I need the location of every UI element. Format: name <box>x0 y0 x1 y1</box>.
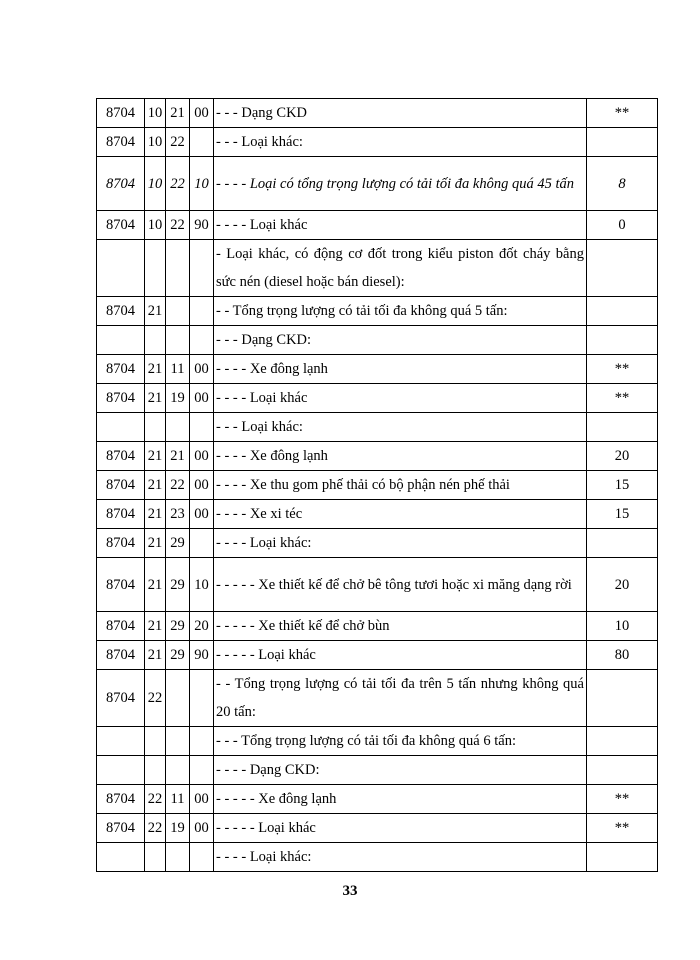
description-cell: - - - - Loại khác <box>214 384 587 413</box>
description-cell: - - - Dạng CKD: <box>214 326 587 355</box>
subheading-3-cell: 00 <box>190 785 214 814</box>
table-row <box>97 558 658 612</box>
description-cell: - - - - - Loại khác <box>214 814 587 843</box>
tax-rate-cell: ** <box>587 814 658 843</box>
subheading-2-cell <box>166 843 190 872</box>
subheading-3-cell <box>190 670 214 727</box>
subheading-3-cell <box>190 297 214 326</box>
subheading-cell: 21 <box>145 500 166 529</box>
description-cell: - - - Loại khác: <box>214 413 587 442</box>
hs-heading-cell: 8704 <box>97 384 145 413</box>
tax-rate-cell <box>587 843 658 872</box>
description-cell: - - - - Xe đông lạnh <box>214 355 587 384</box>
description-cell: - - - Loại khác: <box>214 128 587 157</box>
tax-rate-cell: 15 <box>587 500 658 529</box>
hs-heading-cell: 8704 <box>97 612 145 641</box>
description-cell: - - - - - Xe đông lạnh <box>214 785 587 814</box>
table-row <box>97 297 658 326</box>
tax-rate-cell: ** <box>587 99 658 128</box>
hs-heading-cell: 8704 <box>97 785 145 814</box>
subheading-3-cell <box>190 529 214 558</box>
subheading-cell <box>145 240 166 297</box>
tax-rate-cell <box>587 670 658 727</box>
table-row <box>97 128 658 157</box>
subheading-3-cell <box>190 756 214 785</box>
tax-rate-cell <box>587 756 658 785</box>
subheading-2-cell <box>166 756 190 785</box>
subheading-cell: 21 <box>145 471 166 500</box>
subheading-3-cell: 10 <box>190 558 214 612</box>
subheading-cell <box>145 843 166 872</box>
table-row <box>97 355 658 384</box>
tax-rate-cell: 80 <box>587 641 658 670</box>
tax-rate-cell: ** <box>587 384 658 413</box>
hs-heading-cell: 8704 <box>97 500 145 529</box>
hs-heading-cell <box>97 413 145 442</box>
subheading-3-cell: 10 <box>190 157 214 211</box>
subheading-3-cell: 00 <box>190 471 214 500</box>
subheading-cell: 21 <box>145 641 166 670</box>
description-cell: - - Tổng trọng lượng có tải tối đa trên 5 tấn nhưng không quá 20 tấn: <box>214 670 587 727</box>
subheading-3-cell <box>190 240 214 297</box>
description-cell: - - Tổng trọng lượng có tải tối đa không quá 5 tấn: <box>214 297 587 326</box>
subheading-2-cell: 22 <box>166 128 190 157</box>
subheading-2-cell <box>166 727 190 756</box>
tax-rate-cell: 15 <box>587 471 658 500</box>
description-cell: - - - - Loại khác: <box>214 843 587 872</box>
hs-heading-cell: 8704 <box>97 529 145 558</box>
subheading-2-cell: 21 <box>166 99 190 128</box>
hs-heading-cell: 8704 <box>97 641 145 670</box>
subheading-2-cell: 29 <box>166 641 190 670</box>
table-row <box>97 727 658 756</box>
subheading-3-cell: 00 <box>190 384 214 413</box>
subheading-cell: 21 <box>145 355 166 384</box>
subheading-3-cell: 00 <box>190 442 214 471</box>
hs-heading-cell: 8704 <box>97 99 145 128</box>
subheading-cell: 10 <box>145 128 166 157</box>
subheading-cell: 10 <box>145 211 166 240</box>
subheading-cell: 22 <box>145 670 166 727</box>
tax-rate-cell <box>587 529 658 558</box>
tax-rate-cell: 20 <box>587 442 658 471</box>
description-cell: - - - - Xe xi téc <box>214 500 587 529</box>
subheading-3-cell: 00 <box>190 500 214 529</box>
description-cell: - - - - Dạng CKD: <box>214 756 587 785</box>
subheading-2-cell: 29 <box>166 529 190 558</box>
tax-rate-cell: 10 <box>587 612 658 641</box>
subheading-3-cell <box>190 128 214 157</box>
hs-heading-cell: 8704 <box>97 558 145 612</box>
tariff-table <box>96 98 658 872</box>
table-row <box>97 500 658 529</box>
subheading-cell <box>145 727 166 756</box>
table-row <box>97 442 658 471</box>
subheading-2-cell: 29 <box>166 612 190 641</box>
subheading-2-cell: 22 <box>166 471 190 500</box>
description-cell: - - - - Loại có tổng trọng lượng có tải tối đa không quá 45 tấn <box>214 157 587 211</box>
table-row <box>97 326 658 355</box>
description-cell: - - - - - Xe thiết kế để chở bê tông tươi hoặc xi măng dạng rời <box>214 558 587 612</box>
subheading-2-cell <box>166 240 190 297</box>
subheading-cell: 21 <box>145 384 166 413</box>
tax-rate-cell <box>587 240 658 297</box>
tax-rate-cell <box>587 413 658 442</box>
description-cell: - - - - - Xe thiết kế để chở bùn <box>214 612 587 641</box>
description-cell: - - - - Xe đông lạnh <box>214 442 587 471</box>
subheading-2-cell: 19 <box>166 384 190 413</box>
subheading-cell <box>145 413 166 442</box>
table-row <box>97 211 658 240</box>
page-number: 33 <box>342 883 358 899</box>
hs-heading-cell: 8704 <box>97 355 145 384</box>
tax-rate-cell: 20 <box>587 558 658 612</box>
table-row <box>97 843 658 872</box>
subheading-cell <box>145 326 166 355</box>
hs-heading-cell <box>97 727 145 756</box>
table-row <box>97 612 658 641</box>
subheading-3-cell: 00 <box>190 355 214 384</box>
subheading-cell: 21 <box>145 297 166 326</box>
table-row <box>97 99 658 128</box>
subheading-2-cell <box>166 326 190 355</box>
subheading-cell <box>145 756 166 785</box>
table-row <box>97 384 658 413</box>
hs-heading-cell <box>97 843 145 872</box>
table-row <box>97 756 658 785</box>
table-row <box>97 471 658 500</box>
description-cell: - - - - - Loại khác <box>214 641 587 670</box>
hs-heading-cell <box>97 240 145 297</box>
tax-rate-cell: ** <box>587 355 658 384</box>
subheading-2-cell: 19 <box>166 814 190 843</box>
subheading-cell: 10 <box>145 157 166 211</box>
subheading-3-cell <box>190 843 214 872</box>
subheading-2-cell: 23 <box>166 500 190 529</box>
tax-rate-cell: 8 <box>587 157 658 211</box>
subheading-3-cell <box>190 413 214 442</box>
hs-heading-cell: 8704 <box>97 297 145 326</box>
description-cell: - - - Tổng trọng lượng có tải tối đa không quá 6 tấn: <box>214 727 587 756</box>
table-row <box>97 785 658 814</box>
subheading-2-cell: 11 <box>166 785 190 814</box>
subheading-3-cell: 90 <box>190 211 214 240</box>
table-row <box>97 641 658 670</box>
subheading-cell: 21 <box>145 442 166 471</box>
description-cell: - - - - Xe thu gom phế thải có bộ phận nén phế thải <box>214 471 587 500</box>
subheading-2-cell: 22 <box>166 211 190 240</box>
hs-heading-cell: 8704 <box>97 670 145 727</box>
tax-rate-cell <box>587 727 658 756</box>
hs-heading-cell: 8704 <box>97 128 145 157</box>
tax-rate-cell <box>587 326 658 355</box>
subheading-3-cell: 90 <box>190 641 214 670</box>
description-cell: - Loại khác, có động cơ đốt trong kiểu piston đốt cháy bằng sức nén (diesel hoặc bán diesel): <box>214 240 587 297</box>
tariff-table-body <box>97 99 658 872</box>
subheading-3-cell <box>190 326 214 355</box>
subheading-cell: 22 <box>145 814 166 843</box>
description-cell: - - - Dạng CKD <box>214 99 587 128</box>
subheading-cell: 10 <box>145 99 166 128</box>
description-cell: - - - - Loại khác <box>214 211 587 240</box>
subheading-cell: 21 <box>145 529 166 558</box>
subheading-2-cell: 29 <box>166 558 190 612</box>
subheading-2-cell <box>166 413 190 442</box>
subheading-cell: 22 <box>145 785 166 814</box>
subheading-3-cell <box>190 727 214 756</box>
subheading-2-cell: 22 <box>166 157 190 211</box>
tax-rate-cell: ** <box>587 785 658 814</box>
table-row <box>97 529 658 558</box>
subheading-2-cell: 21 <box>166 442 190 471</box>
tax-rate-cell <box>587 297 658 326</box>
tax-rate-cell: 0 <box>587 211 658 240</box>
table-row <box>97 670 658 727</box>
hs-heading-cell <box>97 326 145 355</box>
table-row <box>97 157 658 211</box>
subheading-cell: 21 <box>145 612 166 641</box>
hs-heading-cell <box>97 756 145 785</box>
subheading-3-cell: 20 <box>190 612 214 641</box>
subheading-3-cell: 00 <box>190 814 214 843</box>
subheading-3-cell: 00 <box>190 99 214 128</box>
hs-heading-cell: 8704 <box>97 157 145 211</box>
hs-heading-cell: 8704 <box>97 814 145 843</box>
description-cell: - - - - Loại khác: <box>214 529 587 558</box>
subheading-2-cell <box>166 670 190 727</box>
table-row <box>97 240 658 297</box>
hs-heading-cell: 8704 <box>97 211 145 240</box>
subheading-2-cell <box>166 297 190 326</box>
hs-heading-cell: 8704 <box>97 471 145 500</box>
subheading-cell: 21 <box>145 558 166 612</box>
table-row <box>97 814 658 843</box>
table-row <box>97 413 658 442</box>
tax-rate-cell <box>587 128 658 157</box>
subheading-2-cell: 11 <box>166 355 190 384</box>
hs-heading-cell: 8704 <box>97 442 145 471</box>
